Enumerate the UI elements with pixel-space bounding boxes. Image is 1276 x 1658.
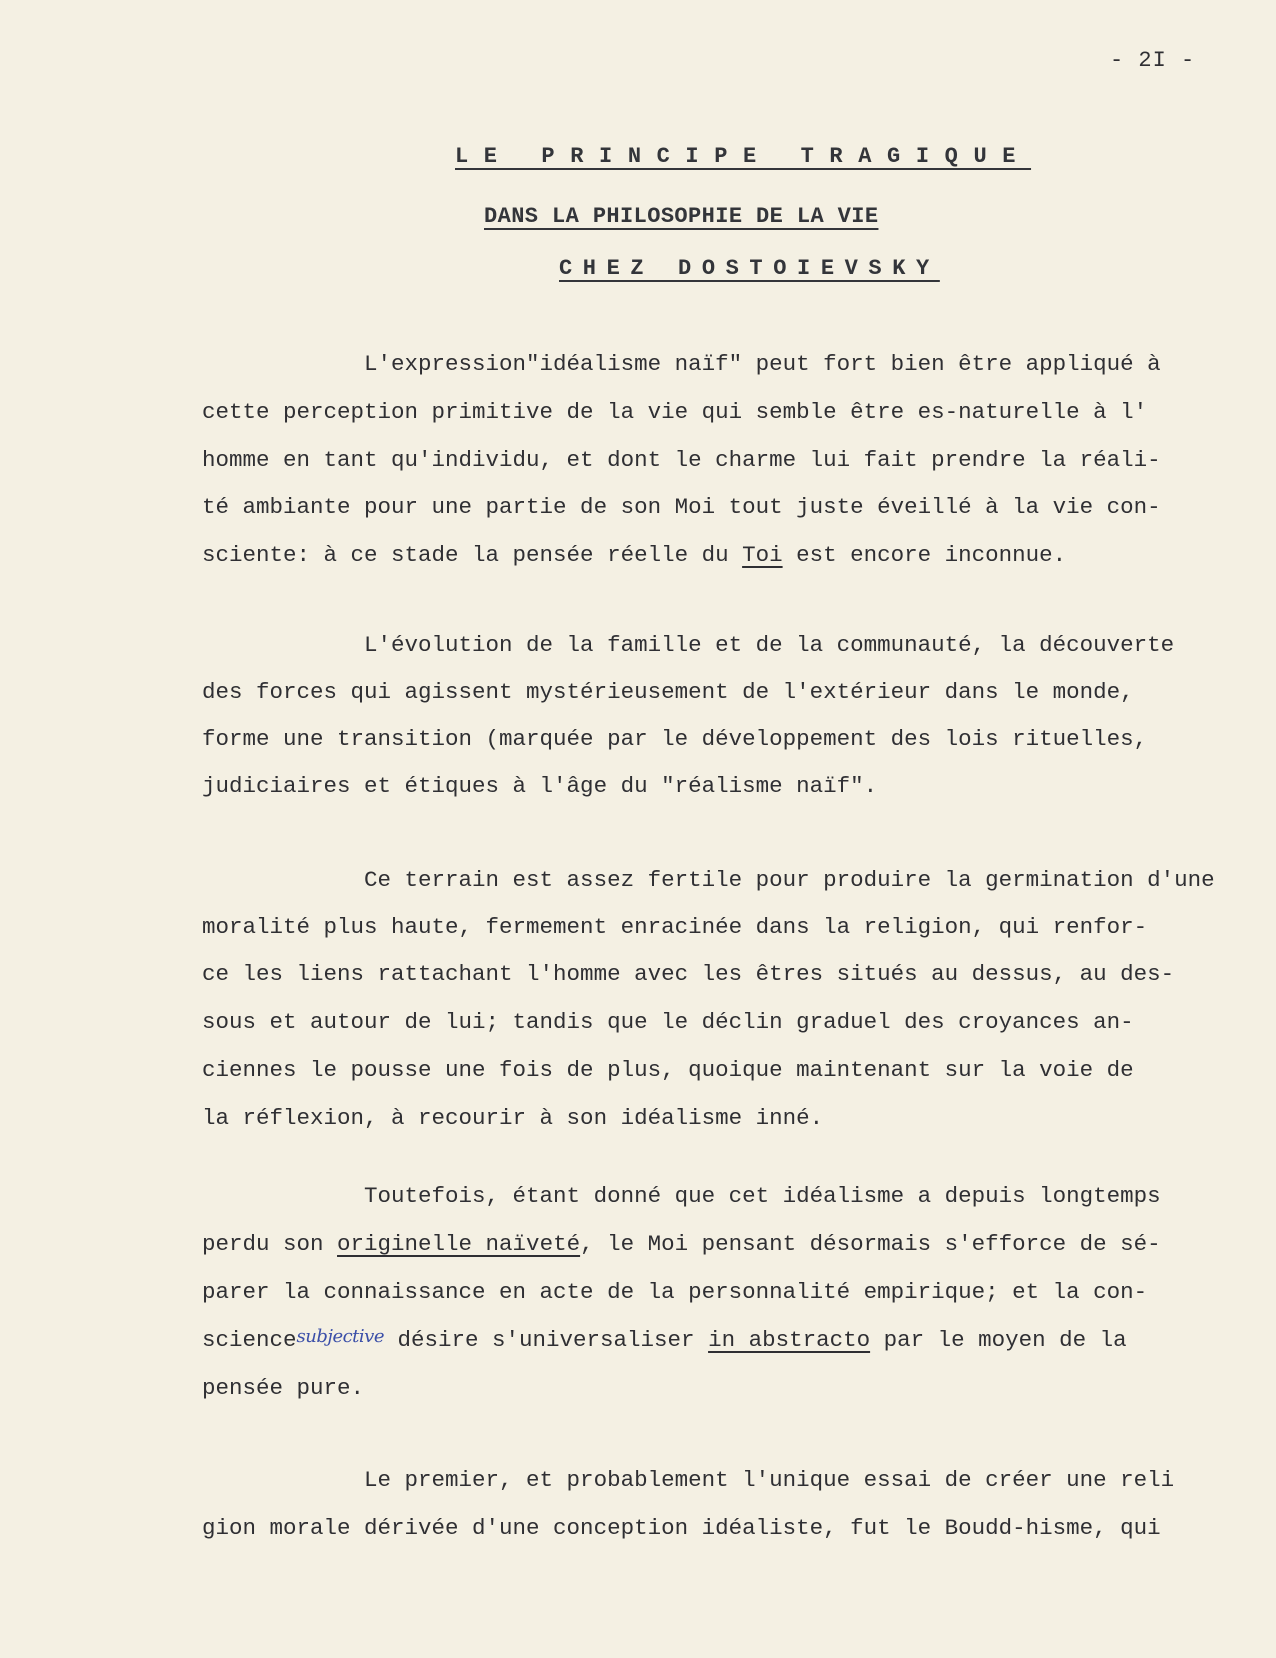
text-line: ce les liens rattachant l'homme avec les êtres situés au dessus, au des- [202,961,1175,987]
text-line [202,540,1066,570]
text-segment: désire s'universaliser [384,1327,709,1353]
underlined-word: Toi [742,542,783,568]
text-segment: perdu son [202,1231,338,1257]
text-line [202,1229,1161,1259]
text-line: cette perception primitive de la vie qui semble être es-naturelle à l' [202,399,1148,425]
text-line [202,1325,1127,1356]
text-line: L'expression"idéalisme naïf" peut fort bien être appliqué à [202,351,1161,377]
text-line: homme en tant qu'individu, et dont le charme lui fait prendre la réali- [202,447,1161,473]
text-line: Ce terrain est assez fertile pour produire la germination d'une [202,867,1215,893]
page-number: - 2I - [1110,48,1196,73]
text-line: forme une transition (marquée par le développement des lois rituelles, [202,726,1148,752]
text-line: sous et autour de lui; tandis que le déclin graduel des croyances an- [202,1009,1134,1035]
title-line-2: DANS LA PHILOSOPHIE DE LA VIE [484,204,879,229]
title-line-1: LE PRINCIPE TRAGIQUE [455,144,1032,169]
text-segment: sciente: à ce stade la pensée réelle du [202,542,743,568]
underlined-phrase: in abstracto [708,1327,871,1353]
title-line-3: CHEZ DOSTOIEVSKY [559,256,940,281]
text-line: des forces qui agissent mystérieusement de l'extérieur dans le monde, [202,679,1134,705]
underlined-phrase: originelle naïveté [337,1231,581,1257]
handwritten-insertion: subjective [296,1326,384,1347]
text-segment: science [202,1327,297,1353]
text-line: Toutefois, étant donné que cet idéalisme a depuis longtemps [202,1183,1161,1209]
text-line: Le premier, et probablement l'unique essai de créer une reli [202,1467,1175,1493]
text-line: pensée pure. [202,1375,365,1401]
text-segment: , le Moi pensant désormais s'efforce de sé- [580,1231,1161,1257]
text-segment: par le moyen de la [870,1327,1127,1353]
text-line: té ambiante pour une partie de son Moi tout juste éveillé à la vie con- [202,494,1161,520]
text-line: judiciaires et étiques à l'âge du "réalisme naïf". [202,773,878,799]
text-line: L'évolution de la famille et de la communauté, la découverte [202,632,1175,658]
text-line: ciennes le pousse une fois de plus, quoique maintenant sur la voie de [202,1057,1134,1083]
text-line: gion morale dérivée d'une conception idéaliste, fut le Boudd-hisme, qui [202,1515,1161,1541]
text-line: moralité plus haute, fermement enracinée dans la religion, qui renfor- [202,914,1148,940]
text-segment: est encore inconnue. [782,542,1067,568]
text-line: parer la connaissance en acte de la personnalité empirique; et la con- [202,1279,1148,1305]
text-line: la réflexion, à recourir à son idéalisme inné. [202,1105,824,1131]
